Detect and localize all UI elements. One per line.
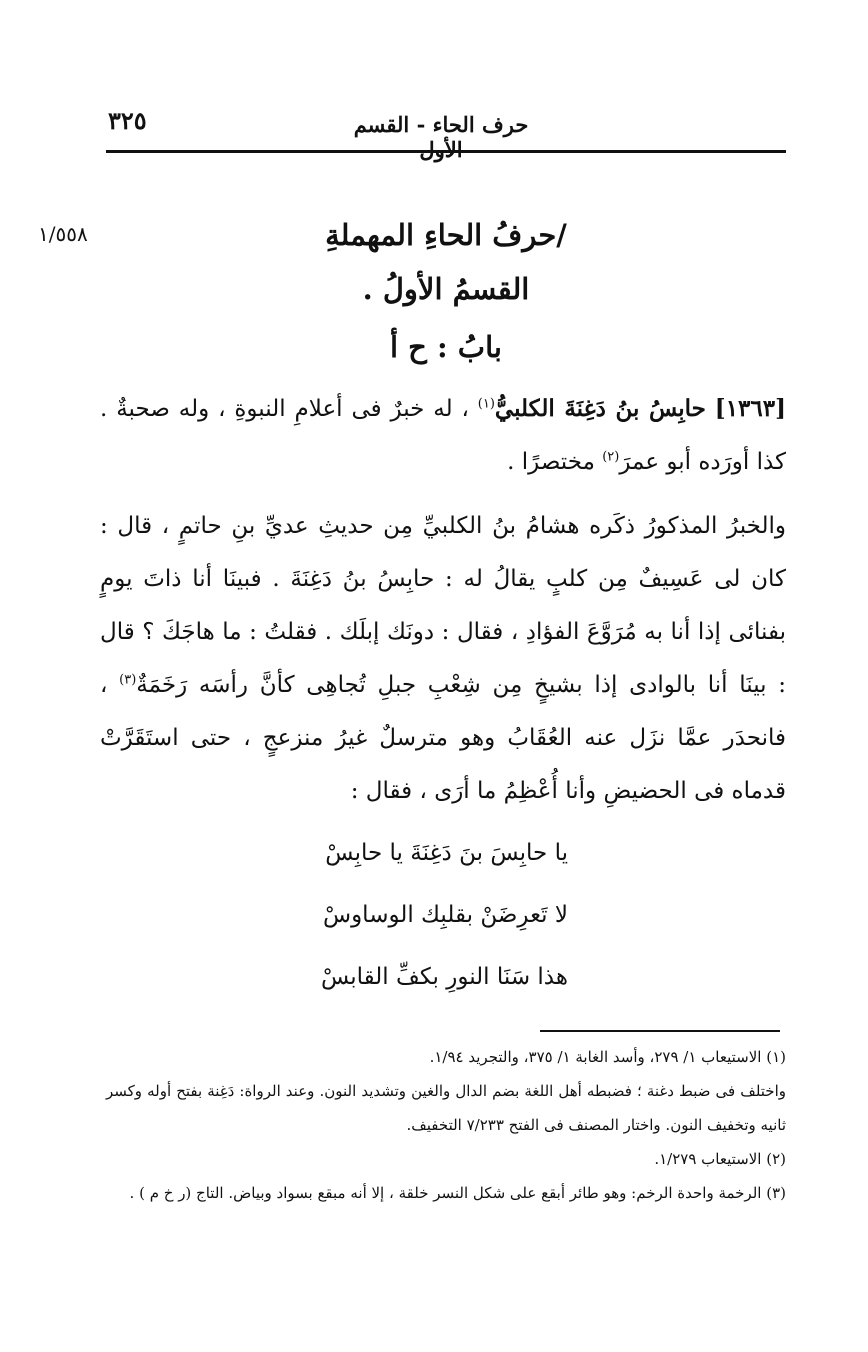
verse-line: يا حابِسَ بنَ دَغِنَةَ يا حابِسْ <box>325 840 568 866</box>
chapter-title: /حرفُ الحاءِ المهملةِ <box>325 218 567 252</box>
narrative-paragraph <box>100 500 786 818</box>
running-head <box>106 104 786 162</box>
footnote-3: (٣) الرخمة واحدة الرخم: وهو طائر أبقع على شكل النسر خلقة ، إلا أنه مبقع بسواد وبياض. التاج (ر خ م ) . <box>129 1184 786 1202</box>
poem <box>106 822 786 1008</box>
footnotes <box>106 1040 786 1210</box>
footnote-1-continued: واختلف فى ضبط دغنة ؛ فضبطه أهل اللغة بضم الدال والغين وتشديد النون. وعند الرواة: دَغِنة بفتح أوله وكسر ثانيه وتخفيف النون. واختار المصنف فى الفتح ٧/٢٣٣ التخفيف. <box>106 1082 786 1134</box>
entry-text-end: مختصرًا . <box>507 449 603 475</box>
section-title: القسمُ الأولُ . <box>362 272 530 306</box>
margin-reference: ١/٥٥٨ <box>38 222 88 246</box>
footnote-2: (٢) الاستيعاب ١/٢٧٩. <box>654 1150 786 1168</box>
entry-number: [١٣٦٣] <box>714 395 786 422</box>
verse-line: هذا سَنَا النورِ بكفِّ القابسْ <box>320 964 568 990</box>
header-rule <box>106 150 786 153</box>
footnote-ref-3[interactable]: (٣) <box>119 672 137 688</box>
running-title: حرف الحاء - القسم الأول <box>353 112 529 162</box>
verse-line: لا تَعرِضَنْ بقلبِك الوساوسْ <box>323 902 568 928</box>
entry-name: حابِسُ بنُ دَغِنَةَ الكلبيُّ <box>494 395 706 422</box>
footnote-rule <box>540 1030 780 1032</box>
footnote-1: (١) الاستيعاب ١/ ٢٧٩، وأسد الغابة ١/ ٣٧٥، والتجريد ١/٩٤. <box>429 1048 786 1066</box>
entry-paragraph <box>100 382 786 489</box>
entry-text: ، له خبرٌ فى أعلامِ النبوةِ ، وله صحبةٌ . كذا أورَده أبو عمرَ <box>100 396 786 475</box>
footnote-ref-1[interactable]: (١) <box>477 396 495 412</box>
chapter-subtitle: بابُ : ح أ <box>390 330 502 364</box>
footnote-ref-2[interactable]: (٢) <box>602 449 620 465</box>
page-number: ٣٢٥ <box>108 106 147 135</box>
narrative-text-end: ، فانحدَر عمَّا نزَل عنه العُقَابُ وهو مترسلٌ غيرُ منزعجٍ ، حتى استَقَرَّتْ قدماه فى الحضيضِ وأنا أُعْظِمُ ما أرَى ، فقال : <box>100 672 786 804</box>
narrative-text: والخبرُ المذكورُ ذكَره هشامُ بنُ الكلبيِّ مِن حديثِ عديِّ بنِ حاتمٍ ، قال : كان لى عَسِيفٌ مِن كلبٍ يقالُ له : حابِسُ بنُ دَغِنَةَ . فبينَا أنا ذاتَ يومٍ بفنائى إذا أنا به مُرَوَّعَ الفؤادِ ، فقال : دونَك إبلَك . فقلتُ : ما هاجَكَ ؟ قال : بينَا أنا بالوادى إذا بشيخٍ مِن شِعْبِ جبلِ تُجاهِى كأنَّ رأسَه رَخَمَةٌ <box>100 513 786 698</box>
